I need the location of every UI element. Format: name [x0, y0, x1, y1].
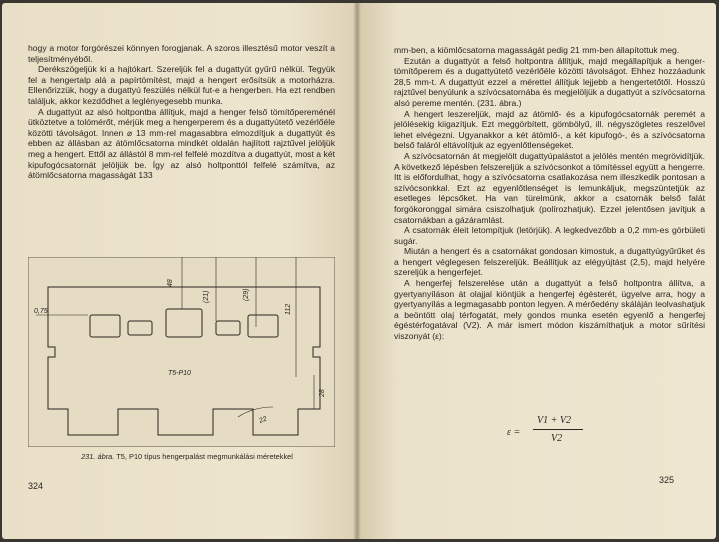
paragraph: A dugattyút az alsó holtpontba állítjuk, majd a henger felső tömítőpereménél ütköztetve a tolómérőt, mérjük meg a hengerperem és a dugattyútető vezérlőéle közötti távolságot. Innen ⌀ 13 mm-rel magasabbra elmozdítjuk a dugattyút és ebben az állásban az átömlőcsatorna mindkét oldalán hajlított rajztűvel jelöljük meg a hengert. Ettől az állástól 8 mm-rel felfelé mozdítva a dugattyút, most a két kipufogócsatornát jelöljük be. Így az alsó holtponttól felfelé számítva, az átömlőcsatorna magasságát 133 [28, 106, 335, 181]
formula-lhs: ε = [507, 427, 521, 438]
page-number: 325 [658, 475, 674, 485]
type-label: T5-P10 [168, 370, 191, 377]
paragraph: A csatornák éleit letompítjuk (letörjük). A legkedvezőbb a 0,2 mm-es görbületi sugár. [394, 225, 705, 246]
cylinder-liner-drawing [28, 257, 335, 447]
figure-caption-text: T5, P10 típus hengerpalást megmunkálási méretekkel [116, 452, 293, 461]
paragraph: A szívócsatornán át megjelölt dugattyúpalástot a jelölés mentén megrövidítjük. A következő lépésben felszereljük a szívócsonkot a tömítéssel együtt a hengerre. Itt is előfordulhat, hogy a szívócsatorna csatlakozása nem illeszkedik pontosan a szívócsonkkal. Ezt az egyenlőtlenséget is lemunkáljuk, megszüntetjük az esetleges lépcsőket. Ha van türelmünk, akkor a csatornák belső falát forgókoronggal simára csiszolhatjuk (polírozhatjuk). Ezzel jelentősen javítjuk a csatornákban a gázáramlást. [394, 150, 705, 225]
paragraph: hogy a motor forgórészei könnyen forogjanak. A szoros illesztésű motor veszít a teljesítményéből. [28, 43, 335, 64]
fraction-bar [533, 429, 583, 430]
paragraph: A hengerfej felszerelése után a dugattyút a felső holtpontra állítva, a gyertyanyíláson át olajjal kiöntjük a hengerfej égésterét, ügyelve arra, hogy a gyertyanyílás a legmagasabb ponton legyen. A mérőedény skáláján leolvashatjuk a beöntött olaj térfogatát, mely gondos munka esetén egyenlő a hengerfej égéstérfogatával (V2). A már ismert módon kiszámíthatjuk a motor sűrítési viszonyát (ε): [394, 278, 705, 342]
dimension-label: 112 [285, 303, 292, 315]
book-gutter [353, 3, 361, 539]
left-page [2, 3, 357, 539]
right-page-text [394, 45, 705, 342]
figure-caption [42, 452, 332, 461]
dimension-label: 28 [319, 389, 326, 397]
paragraph: Ezután a dugattyút a felső holtpontra állítjuk, majd megállapítjuk a henger-tömítőperem és a dugattyútető vezérlőéle közötti távolságot. Ehhez hozzáadunk 28,5 mm-t. A dugattyút ezzel a mérettel állítjuk lejjebb a hengertetőtől. Hosszú rajztűvel benyúlunk a szívócsatornába és megjelöljük a dugattyút a szívócsatorna alsó pereme mentén. (231. ábra.) [394, 55, 705, 108]
paragraph: Miután a hengert és a csatornákat gondosan kimostuk, a dugattyúgyűrűket és a hengert véglegesen felszereljük. Beállítjuk az elégyújtást (2,5), majd helyére szereljük a hengerfejet. [394, 246, 705, 278]
formula-numerator: V1 + V2 [537, 415, 571, 426]
page-number: 324 [28, 481, 44, 491]
dimension-label: (21) [203, 290, 210, 303]
right-page [357, 3, 716, 539]
paragraph: Derékszögeljük ki a hajtókart. Szereljük fel a dugattyút gyűrű nélkül. Tegyük fel a hengertalp alá a papírtömítést, majd a hengert erősítsük a motorházra. Ellenőrizzük, hogy a dugattyú feszülés nélkül fut-e a hengerben. Ha ezt rendben találjuk, akkor kezdődhet a leglényegesebb munka. [28, 64, 335, 106]
dimension-label: 0,75 [34, 308, 48, 315]
formula-denominator: V2 [551, 433, 563, 444]
compression-ratio-formula [507, 415, 587, 451]
figure-caption-label: 231. ábra. [81, 452, 115, 461]
figure-frame [28, 257, 335, 447]
paragraph: A hengert leszereljük, majd az átömlő- és a kipufogócsatornák peremét a jelölésekig kiigazítjuk. Ezt meggörbített, gömbölyű, ill. négyszögletes reszelővel lehet elvégezni. Ugyanakkor a két átömlő-, a két kipufogó-, és a szívócsatorna belső faláról eltávolítjuk az egyenlőtlenségeket. [394, 108, 705, 151]
dimension-label: (29) [243, 288, 250, 301]
dimension-label: 48 [167, 279, 174, 287]
left-page-text [28, 43, 335, 181]
paragraph: mm-ben, a kiömlőcsatorna magasságát pedig 21 mm-ben állapítottuk meg. [394, 45, 680, 55]
dimension-label: 22 [258, 415, 269, 425]
